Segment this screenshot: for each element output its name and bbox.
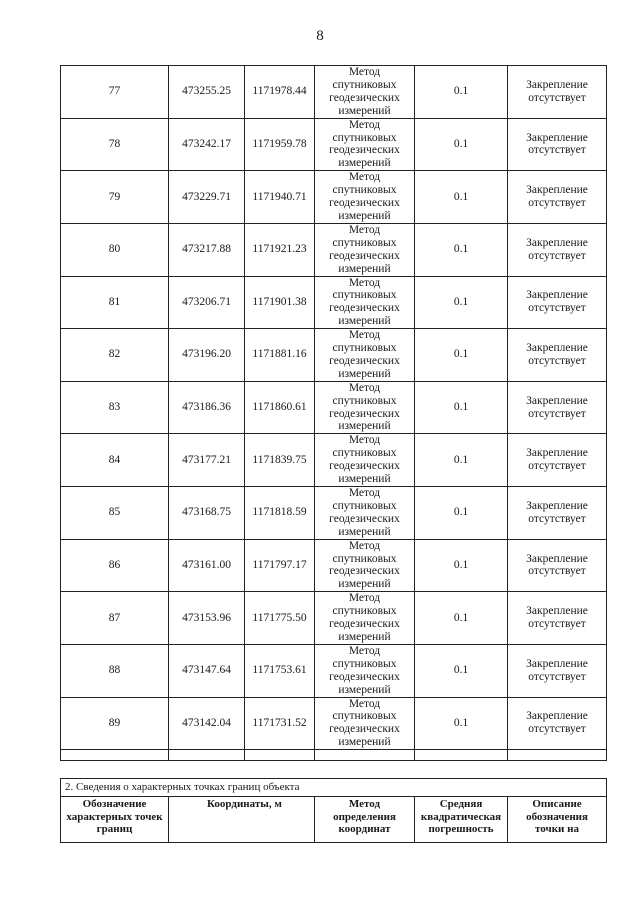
cell-line: отсутствует bbox=[528, 565, 586, 578]
method-cell bbox=[315, 118, 415, 171]
section2-table bbox=[60, 778, 607, 843]
header-line: погрешность bbox=[428, 823, 494, 836]
y-coordinate-cell: 1171818.59 bbox=[245, 487, 315, 540]
header-line: границ bbox=[96, 823, 133, 836]
y-coordinate-cell: 1171860.61 bbox=[245, 381, 315, 434]
cell-line: геодезических bbox=[329, 565, 400, 578]
description-cell bbox=[508, 223, 607, 276]
method-cell bbox=[315, 592, 415, 645]
table-row bbox=[61, 66, 607, 119]
cell-line: спутниковых bbox=[332, 342, 397, 355]
header-description bbox=[508, 797, 607, 843]
cell-line: Закрепление bbox=[526, 657, 588, 670]
description-cell bbox=[508, 592, 607, 645]
cell-line: Закрепление bbox=[526, 342, 588, 355]
cell-line: измерений bbox=[338, 104, 391, 117]
cell-line: Метод bbox=[348, 223, 381, 236]
cell-line: спутниковых bbox=[332, 131, 397, 144]
cell-line: спутниковых bbox=[332, 78, 397, 91]
cell-line: Метод bbox=[348, 276, 381, 289]
point-number-cell: 84 bbox=[61, 434, 169, 487]
method-cell bbox=[315, 539, 415, 592]
table-row bbox=[61, 592, 607, 645]
point-number-cell: 86 bbox=[61, 539, 169, 592]
accuracy-cell: 0.1 bbox=[415, 276, 508, 329]
point-number-cell: 83 bbox=[61, 381, 169, 434]
x-coordinate-cell: 473229.71 bbox=[169, 171, 245, 224]
cell-line: отсутствует bbox=[528, 618, 586, 631]
method-cell bbox=[315, 276, 415, 329]
method-cell bbox=[315, 697, 415, 750]
header-line: точки на bbox=[535, 823, 579, 836]
method-cell bbox=[315, 487, 415, 540]
cell-line: геодезических bbox=[329, 670, 400, 683]
method-cell bbox=[315, 66, 415, 119]
header-accuracy bbox=[415, 797, 508, 843]
point-number-cell: 81 bbox=[61, 276, 169, 329]
table-row bbox=[61, 223, 607, 276]
accuracy-cell: 0.1 bbox=[415, 434, 508, 487]
y-coordinate-cell: 1171797.17 bbox=[245, 539, 315, 592]
x-coordinate-cell: 473217.88 bbox=[169, 223, 245, 276]
table-row bbox=[61, 329, 607, 382]
cell-line: геодезических bbox=[329, 407, 400, 420]
description-cell bbox=[508, 434, 607, 487]
cell-line: спутниковых bbox=[332, 710, 397, 723]
cell-line: измерений bbox=[338, 683, 391, 696]
cell-line: отсутствует bbox=[528, 512, 586, 525]
cell-line: Метод bbox=[348, 381, 381, 394]
cell-line: спутниковых bbox=[332, 605, 397, 618]
cell-line: измерений bbox=[338, 157, 391, 170]
cell-line: геодезических bbox=[329, 249, 400, 262]
cell-line: Метод bbox=[348, 592, 381, 605]
method-cell bbox=[315, 434, 415, 487]
description-cell bbox=[508, 276, 607, 329]
cell-line: отсутствует bbox=[528, 723, 586, 736]
cell-line: измерений bbox=[338, 315, 391, 328]
table-row bbox=[61, 697, 607, 750]
cell-line: Закрепление bbox=[526, 394, 588, 407]
cell-line: отсутствует bbox=[528, 407, 586, 420]
empty-cell bbox=[169, 750, 245, 761]
cell-line: спутниковых bbox=[332, 184, 397, 197]
x-coordinate-cell: 473196.20 bbox=[169, 329, 245, 382]
cell-line: спутниковых bbox=[332, 499, 397, 512]
x-coordinate-cell: 473168.75 bbox=[169, 487, 245, 540]
cell-line: Закрепление bbox=[526, 131, 588, 144]
method-cell bbox=[315, 644, 415, 697]
header-line: квадратическая bbox=[420, 810, 502, 823]
cell-line: Метод bbox=[348, 697, 381, 710]
description-cell bbox=[508, 381, 607, 434]
cell-line: Метод bbox=[348, 644, 381, 657]
y-coordinate-cell: 1171839.75 bbox=[245, 434, 315, 487]
x-coordinate-cell: 473147.64 bbox=[169, 644, 245, 697]
x-coordinate-cell: 473206.71 bbox=[169, 276, 245, 329]
cell-line: спутниковых bbox=[332, 394, 397, 407]
y-coordinate-cell: 1171901.38 bbox=[245, 276, 315, 329]
cell-line: Закрепление bbox=[526, 499, 588, 512]
cell-line: Метод bbox=[348, 487, 381, 499]
table-row bbox=[61, 276, 607, 329]
accuracy-cell: 0.1 bbox=[415, 171, 508, 224]
cell-line: Закрепление bbox=[526, 552, 588, 565]
cell-line: Закрепление bbox=[526, 236, 588, 249]
cell-line: измерений bbox=[338, 525, 391, 538]
cell-line: Закрепление bbox=[526, 184, 588, 197]
cell-line: измерений bbox=[338, 578, 391, 591]
x-coordinate-cell: 473186.36 bbox=[169, 381, 245, 434]
cell-line: отсутствует bbox=[528, 249, 586, 262]
cell-line: Метод bbox=[348, 539, 381, 552]
cell-line: отсутствует bbox=[528, 144, 586, 157]
accuracy-cell: 0.1 bbox=[415, 697, 508, 750]
section2-title: 2. Сведения о характерных точках границ объекта bbox=[61, 779, 607, 797]
empty-cell bbox=[245, 750, 315, 761]
cell-line: измерений bbox=[338, 262, 391, 275]
description-cell bbox=[508, 329, 607, 382]
method-cell bbox=[315, 171, 415, 224]
header-line: определения bbox=[333, 810, 396, 823]
description-cell bbox=[508, 66, 607, 119]
cell-line: геодезических bbox=[329, 512, 400, 525]
cell-line: спутниковых bbox=[332, 236, 397, 249]
header-line: координат bbox=[338, 823, 391, 836]
y-coordinate-cell: 1171731.52 bbox=[245, 697, 315, 750]
table-row bbox=[61, 171, 607, 224]
cell-line: Метод bbox=[348, 171, 381, 184]
cell-line: спутниковых bbox=[332, 289, 397, 302]
x-coordinate-cell: 473161.00 bbox=[169, 539, 245, 592]
cell-line: отсутствует bbox=[528, 197, 586, 210]
cell-line: геодезических bbox=[329, 723, 400, 736]
empty-cell bbox=[315, 750, 415, 761]
cell-line: Метод bbox=[348, 329, 381, 342]
table-row bbox=[61, 381, 607, 434]
cell-line: измерений bbox=[338, 736, 391, 749]
cell-line: Закрепление bbox=[526, 78, 588, 91]
cell-line: геодезических bbox=[329, 354, 400, 367]
cell-line: измерений bbox=[338, 420, 391, 433]
x-coordinate-cell: 473242.17 bbox=[169, 118, 245, 171]
description-cell bbox=[508, 539, 607, 592]
cell-line: отсутствует bbox=[528, 460, 586, 473]
spacer-row bbox=[61, 750, 607, 761]
header-method bbox=[315, 797, 415, 843]
cell-line: спутниковых bbox=[332, 657, 397, 670]
y-coordinate-cell: 1171921.23 bbox=[245, 223, 315, 276]
method-cell bbox=[315, 223, 415, 276]
cell-line: отсутствует bbox=[528, 354, 586, 367]
cell-line: спутниковых bbox=[332, 447, 397, 460]
point-number-cell: 79 bbox=[61, 171, 169, 224]
cell-line: спутниковых bbox=[332, 552, 397, 565]
header-line: Координаты, м bbox=[207, 798, 282, 810]
header-line: Описание bbox=[532, 798, 582, 810]
cell-line: Метод bbox=[348, 434, 381, 447]
cell-line: геодезических bbox=[329, 197, 400, 210]
table-row bbox=[61, 539, 607, 592]
page-number: 8 bbox=[316, 28, 324, 44]
empty-cell bbox=[415, 750, 508, 761]
x-coordinate-cell: 473142.04 bbox=[169, 697, 245, 750]
cell-line: измерений bbox=[338, 209, 391, 222]
description-cell bbox=[508, 171, 607, 224]
cell-line: геодезических bbox=[329, 302, 400, 315]
point-number-cell: 85 bbox=[61, 487, 169, 540]
accuracy-cell: 0.1 bbox=[415, 223, 508, 276]
description-cell bbox=[508, 697, 607, 750]
y-coordinate-cell: 1171775.50 bbox=[245, 592, 315, 645]
header-line: характерных точек bbox=[66, 810, 163, 823]
method-cell bbox=[315, 381, 415, 434]
accuracy-cell: 0.1 bbox=[415, 329, 508, 382]
header-coordinates bbox=[169, 797, 282, 843]
table-row bbox=[61, 644, 607, 697]
empty-cell bbox=[61, 750, 169, 761]
x-coordinate-cell: 473177.21 bbox=[169, 434, 245, 487]
accuracy-cell: 0.1 bbox=[415, 118, 508, 171]
point-number-cell: 87 bbox=[61, 592, 169, 645]
cell-line: геодезических bbox=[329, 91, 400, 104]
table-row bbox=[61, 118, 607, 171]
accuracy-cell: 0.1 bbox=[415, 592, 508, 645]
method-cell bbox=[315, 329, 415, 382]
table-row bbox=[61, 487, 607, 540]
point-number-cell: 88 bbox=[61, 644, 169, 697]
point-number-cell: 80 bbox=[61, 223, 169, 276]
y-coordinate-cell: 1171940.71 bbox=[245, 171, 315, 224]
header-designation bbox=[61, 797, 169, 843]
y-coordinate-cell: 1171978.44 bbox=[245, 66, 315, 119]
point-number-cell: 89 bbox=[61, 697, 169, 750]
cell-line: отсутствует bbox=[528, 302, 586, 315]
cell-line: геодезических bbox=[329, 618, 400, 631]
accuracy-cell: 0.1 bbox=[415, 381, 508, 434]
x-coordinate-cell: 473153.96 bbox=[169, 592, 245, 645]
description-cell bbox=[508, 644, 607, 697]
y-coordinate-cell: 1171753.61 bbox=[245, 644, 315, 697]
point-number-cell: 77 bbox=[61, 66, 169, 119]
y-coordinate-cell: 1171881.16 bbox=[245, 329, 315, 382]
cell-line: измерений bbox=[338, 473, 391, 486]
x-coordinate-cell: 473255.25 bbox=[169, 66, 245, 119]
cell-line: геодезических bbox=[329, 144, 400, 157]
cell-line: геодезических bbox=[329, 460, 400, 473]
accuracy-cell: 0.1 bbox=[415, 539, 508, 592]
cell-line: Метод bbox=[348, 118, 381, 131]
cell-line: отсутствует bbox=[528, 91, 586, 104]
cell-line: Закрепление bbox=[526, 710, 588, 723]
cell-line: Метод bbox=[348, 66, 381, 78]
table-row bbox=[61, 434, 607, 487]
cell-line: измерений bbox=[338, 630, 391, 643]
cell-line: Закрепление bbox=[526, 605, 588, 618]
empty-cell bbox=[508, 750, 607, 761]
point-number-cell: 78 bbox=[61, 118, 169, 171]
cell-line: Закрепление bbox=[526, 289, 588, 302]
accuracy-cell: 0.1 bbox=[415, 487, 508, 540]
coordinates-table bbox=[60, 65, 607, 761]
accuracy-cell: 0.1 bbox=[415, 66, 508, 119]
header-line: обозначения bbox=[526, 810, 588, 823]
header-line: Средняя bbox=[439, 798, 483, 810]
y-coordinate-cell: 1171959.78 bbox=[245, 118, 315, 171]
cell-line: измерений bbox=[338, 367, 391, 380]
description-cell bbox=[508, 487, 607, 540]
point-number-cell: 82 bbox=[61, 329, 169, 382]
accuracy-cell: 0.1 bbox=[415, 644, 508, 697]
description-cell bbox=[508, 118, 607, 171]
cell-line: Закрепление bbox=[526, 447, 588, 460]
cell-line: отсутствует bbox=[528, 670, 586, 683]
header-line: Метод bbox=[348, 798, 381, 810]
header-line: Обозначение bbox=[82, 798, 147, 810]
